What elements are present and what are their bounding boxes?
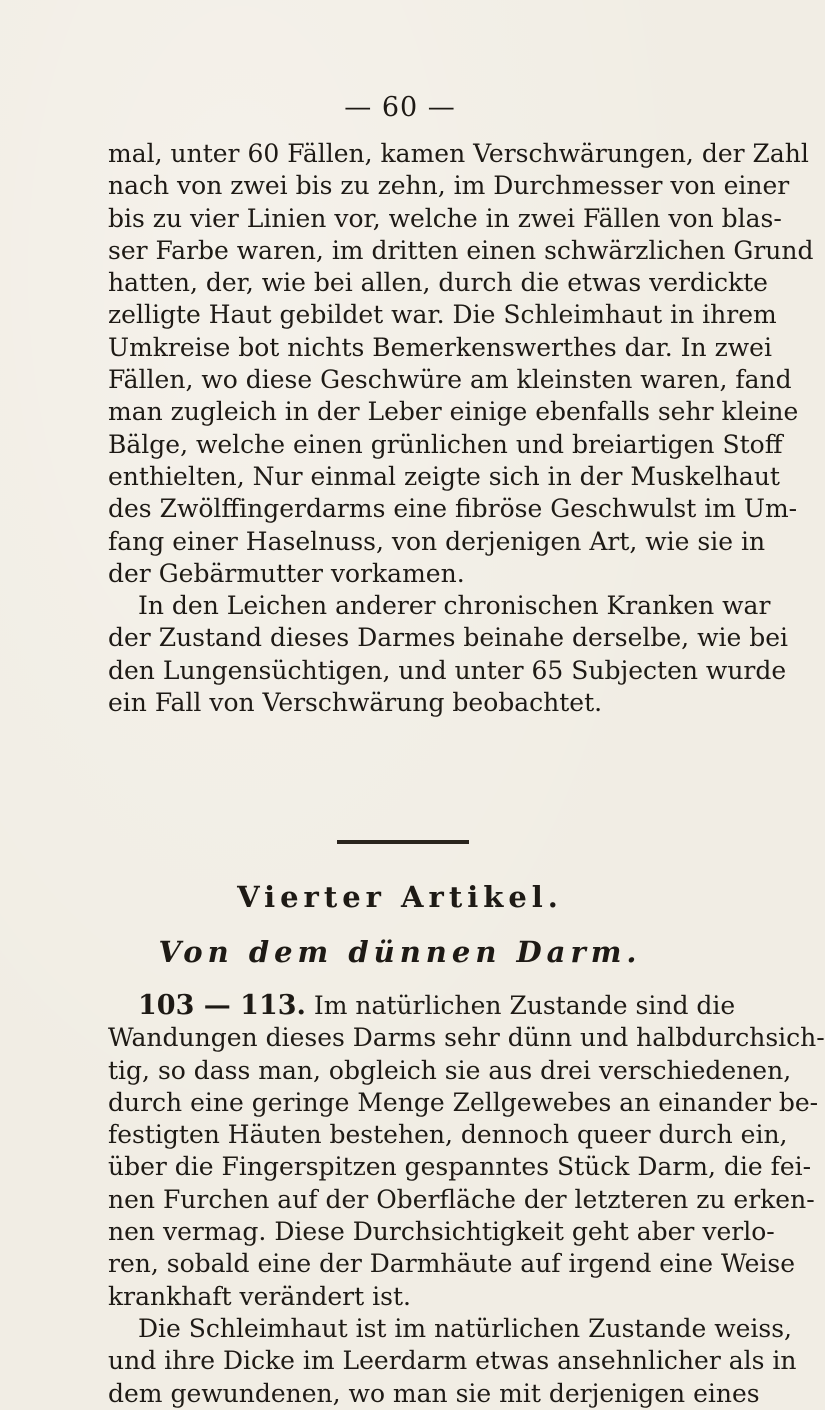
text-span: Im natürlichen Zustande sind die: [313, 991, 736, 1020]
text-line: zelligte Haut gebildet war. Die Schleimhaut in ihrem: [108, 300, 777, 330]
text-line: fang einer Haselnuss, von derjenigen Art, wie sie in: [108, 526, 766, 556]
text-block-top: [108, 138, 814, 719]
text-block-bottom: [108, 990, 825, 1410]
text-line: Umkreise bot nichts Bemerkenswerthes dar. In zwei: [108, 332, 772, 362]
text-line: des Zwölffingerdarms eine fibröse Geschwulst im Um-: [108, 494, 798, 524]
text-line: Die Schleimhaut ist im natürlichen Zustande weiss,: [138, 1313, 793, 1343]
article-subheading: Von dem dünnen Darm.: [158, 935, 642, 969]
article-heading: Vierter Artikel.: [237, 880, 563, 914]
text-line: der Gebärmutter vorkamen.: [108, 558, 465, 588]
text-line: und ihre Dicke im Leerdarm etwas ansehnlicher als in: [108, 1346, 797, 1376]
text-line: nen vermag. Diese Durchsichtigkeit geht aber verlo-: [108, 1217, 775, 1247]
text-line: dem gewundenen, wo man sie mit derjenigen eines: [108, 1378, 760, 1408]
text-line: Wandungen dieses Darms sehr dünn und halbdurchsich-: [108, 1023, 825, 1053]
text-line: In den Leichen anderer chronischen Kranken war: [138, 591, 771, 621]
text-line: bis zu vier Linien vor, welche in zwei Fällen von blas-: [108, 203, 782, 233]
text-line: ein Fall von Verschwärung beobachtet.: [108, 688, 603, 718]
text-line: enthielten, Nur einmal zeigte sich in der Muskelhaut: [108, 461, 780, 491]
text-line: über die Fingerspitzen gespanntes Stück Darm, die fei-: [108, 1152, 812, 1182]
text-line: festigten Häuten bestehen, dennoch queer durch ein,: [108, 1120, 788, 1150]
section-divider: [337, 840, 469, 844]
text-line: durch eine geringe Menge Zellgewebes an einander be-: [108, 1087, 819, 1117]
section-number: 103 — 113.: [138, 990, 306, 1021]
text-line: man zugleich in der Leber einige ebenfalls sehr kleine: [108, 397, 799, 427]
text-line: mal, unter 60 Fällen, kamen Verschwärungen, der Zahl: [108, 139, 809, 168]
text-line: ren, sobald eine der Darmhäute auf irgend eine Weise: [108, 1249, 796, 1279]
section-first-line: [108, 990, 736, 1022]
text-line: hatten, der, wie bei allen, durch die etwas verdickte: [108, 268, 768, 298]
page-number: — 60 —: [344, 92, 456, 123]
text-line: Fällen, wo diese Geschwüre am kleinsten waren, fand: [108, 365, 792, 395]
text-line: der Zustand dieses Darmes beinahe derselbe, wie bei: [108, 623, 789, 653]
text-line: tig, so dass man, obgleich sie aus drei verschiedenen,: [108, 1055, 792, 1085]
text-line: nen Furchen auf der Oberfläche der letzteren zu erken-: [108, 1184, 815, 1214]
text-line: krankhaft verändert ist.: [108, 1281, 411, 1311]
text-line: ser Farbe waren, im dritten einen schwärzlichen Grund: [108, 235, 814, 265]
text-line: Bälge, welche einen grünlichen und breiartigen Stoff: [108, 429, 783, 459]
text-line: den Lungensüchtigen, und unter 65 Subjecten wurde: [108, 655, 787, 685]
text-line: nach von zwei bis zu zehn, im Durchmesser von einer: [108, 171, 790, 201]
